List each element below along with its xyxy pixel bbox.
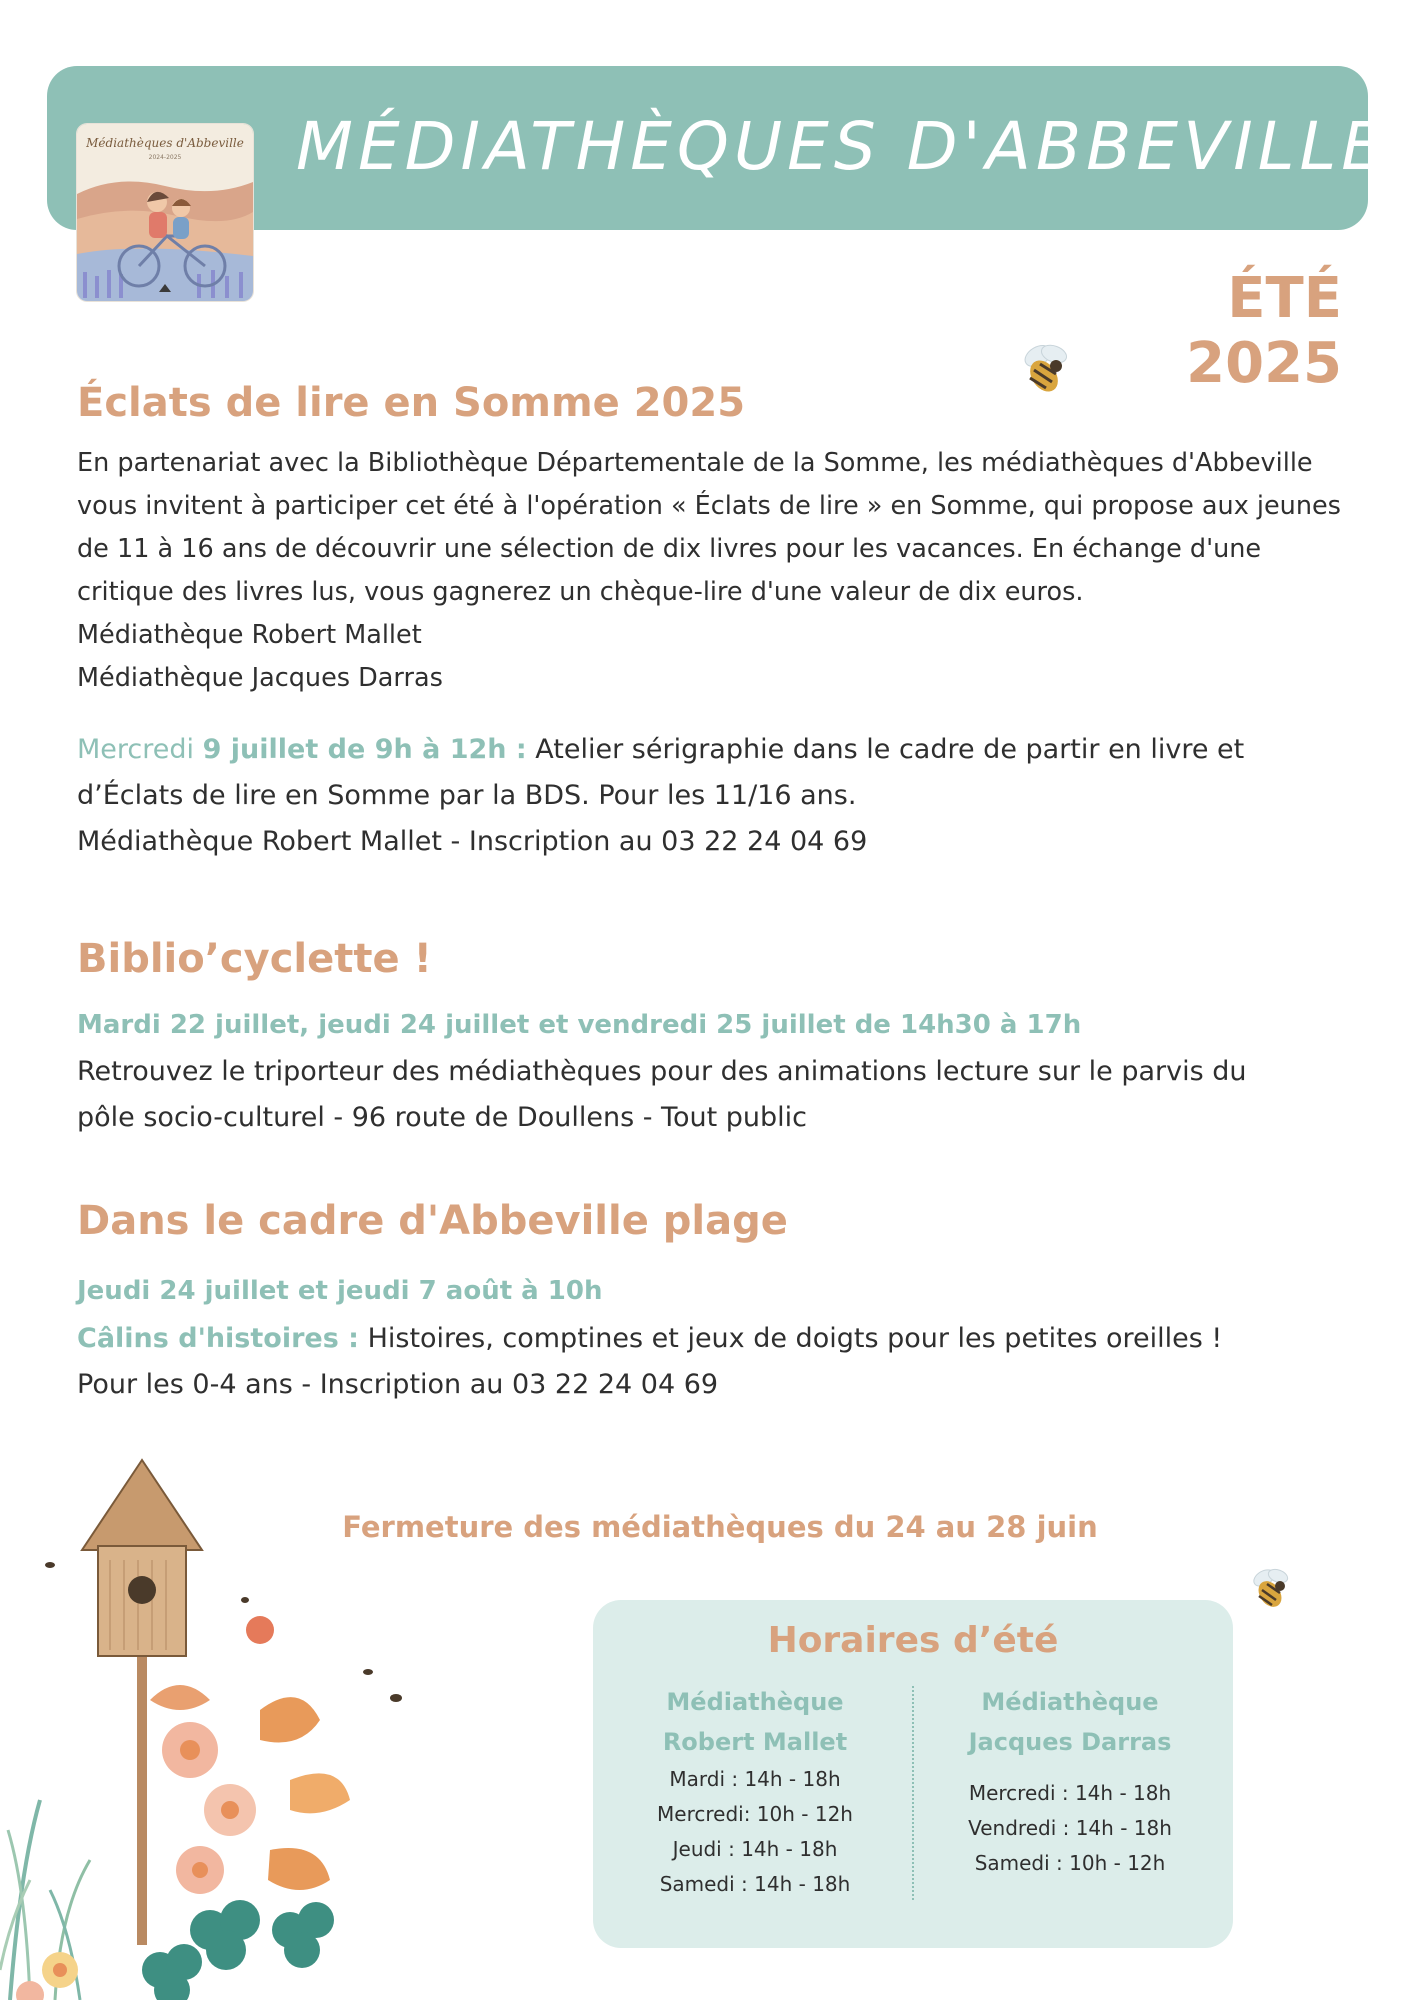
cover-illustration bbox=[77, 124, 253, 301]
brochure-cover-image bbox=[77, 124, 253, 301]
atelier-day: Mercredi bbox=[77, 734, 203, 765]
hours-row: Mardi : 14h - 18h bbox=[669, 1767, 841, 1791]
atelier-line-2: d’Éclats de lire en Somme par la BDS. Pour les 11/16 ans. bbox=[77, 780, 857, 811]
text-line: En partenariat avec la Bibliothèque Départementale de la Somme, les médiathèques d'Abbeville bbox=[77, 448, 1313, 478]
cover-subtitle: 2024-2025 bbox=[148, 154, 182, 161]
library-name-line: Médiathèque bbox=[666, 1688, 844, 1716]
bee-icon bbox=[1242, 1562, 1298, 1618]
section-heading-eclats: Éclats de lire en Somme 2025 bbox=[77, 380, 746, 426]
hours-row: Mercredi: 10h - 12h bbox=[657, 1802, 853, 1826]
hours-column-jacques-darras bbox=[920, 1682, 1220, 1881]
bibliocyclette-dates: Mardi 22 juillet, jeudi 24 juillet et vendredi 25 juillet de 14h30 à 17h bbox=[77, 1010, 1082, 1040]
plage-description bbox=[77, 1316, 1377, 1408]
hours-divider bbox=[912, 1686, 914, 1900]
cover-title: Médiathèques d'Abbeville bbox=[86, 136, 244, 150]
library-name-line: Robert Mallet bbox=[662, 1728, 848, 1756]
hours-row: Jeudi : 14h - 18h bbox=[672, 1837, 838, 1861]
closing-notice: Fermeture des médiathèques du 24 au 28 juin bbox=[342, 1510, 1098, 1544]
clover-decoration bbox=[142, 1900, 334, 2000]
atelier-date: 9 juillet de 9h à 12h : bbox=[202, 734, 527, 765]
page-title: MÉDIATHÈQUES D'ABBEVILLE bbox=[296, 108, 1388, 185]
season-label: ÉTÉ 2025 bbox=[1186, 266, 1342, 396]
section-heading-bibliocyclette: Biblio’cyclette ! bbox=[77, 936, 432, 982]
library-name: Médiathèque Robert Mallet bbox=[77, 620, 422, 650]
flower-decoration bbox=[150, 1616, 350, 1894]
hours-row: Samedi : 14h - 18h bbox=[659, 1872, 851, 1896]
text-line: Retrouvez le triporteur des médiathèques pour des animations lecture sur le parvis du bbox=[77, 1056, 1247, 1087]
hours-title: Horaires d’été bbox=[767, 1620, 1059, 1661]
hours-row: Samedi : 10h - 12h bbox=[974, 1851, 1166, 1875]
flower-decoration bbox=[16, 1952, 78, 2000]
calins-line bbox=[77, 1316, 1377, 1362]
text-line: vous invitent à participer cet été à l'opération « Éclats de lire » en Somme, qui propose aux jeunes bbox=[77, 491, 1341, 521]
plage-dates: Jeudi 24 juillet et jeudi 7 août à 10h bbox=[77, 1276, 603, 1306]
hours-row: Vendredi : 14h - 18h bbox=[968, 1816, 1172, 1840]
library-name-line: Médiathèque bbox=[981, 1688, 1159, 1716]
text-line: critique des livres lus, vous gagnerez un chèque-lire d'une valeur de dix euros. bbox=[77, 577, 1084, 607]
bibliocyclette-description bbox=[77, 1049, 1377, 1141]
section-heading-plage: Dans le cadre d'Abbeville plage bbox=[77, 1198, 788, 1244]
calins-text: Histoires, comptines et jeux de doigts pour les petites oreilles ! bbox=[358, 1323, 1223, 1354]
bee-icon bbox=[1010, 336, 1080, 406]
text-line: pôle socio-culturel - 96 route de Doullens - Tout public bbox=[77, 1102, 807, 1133]
hours-row: Mercredi : 14h - 18h bbox=[968, 1781, 1172, 1805]
library-name-line: Jacques Darras bbox=[968, 1728, 1172, 1756]
hours-column-robert-mallet bbox=[610, 1682, 900, 1902]
plage-audience: Pour les 0-4 ans - Inscription au 03 22 24 04 69 bbox=[77, 1369, 719, 1400]
eclats-description bbox=[77, 442, 1377, 700]
text-line: de 11 à 16 ans de découvrir une sélection de dix livres pour les vacances. En échange d'une bbox=[77, 534, 1262, 564]
atelier-line-1 bbox=[77, 727, 1377, 773]
calins-label: Câlins d'histoires : bbox=[77, 1323, 359, 1354]
atelier-line-3: Médiathèque Robert Mallet - Inscription au 03 22 24 04 69 bbox=[77, 826, 868, 857]
library-name: Médiathèque Jacques Darras bbox=[77, 663, 443, 693]
atelier-text: Atelier sérigraphie dans le cadre de partir en livre et bbox=[526, 734, 1245, 765]
atelier-event bbox=[77, 727, 1377, 865]
